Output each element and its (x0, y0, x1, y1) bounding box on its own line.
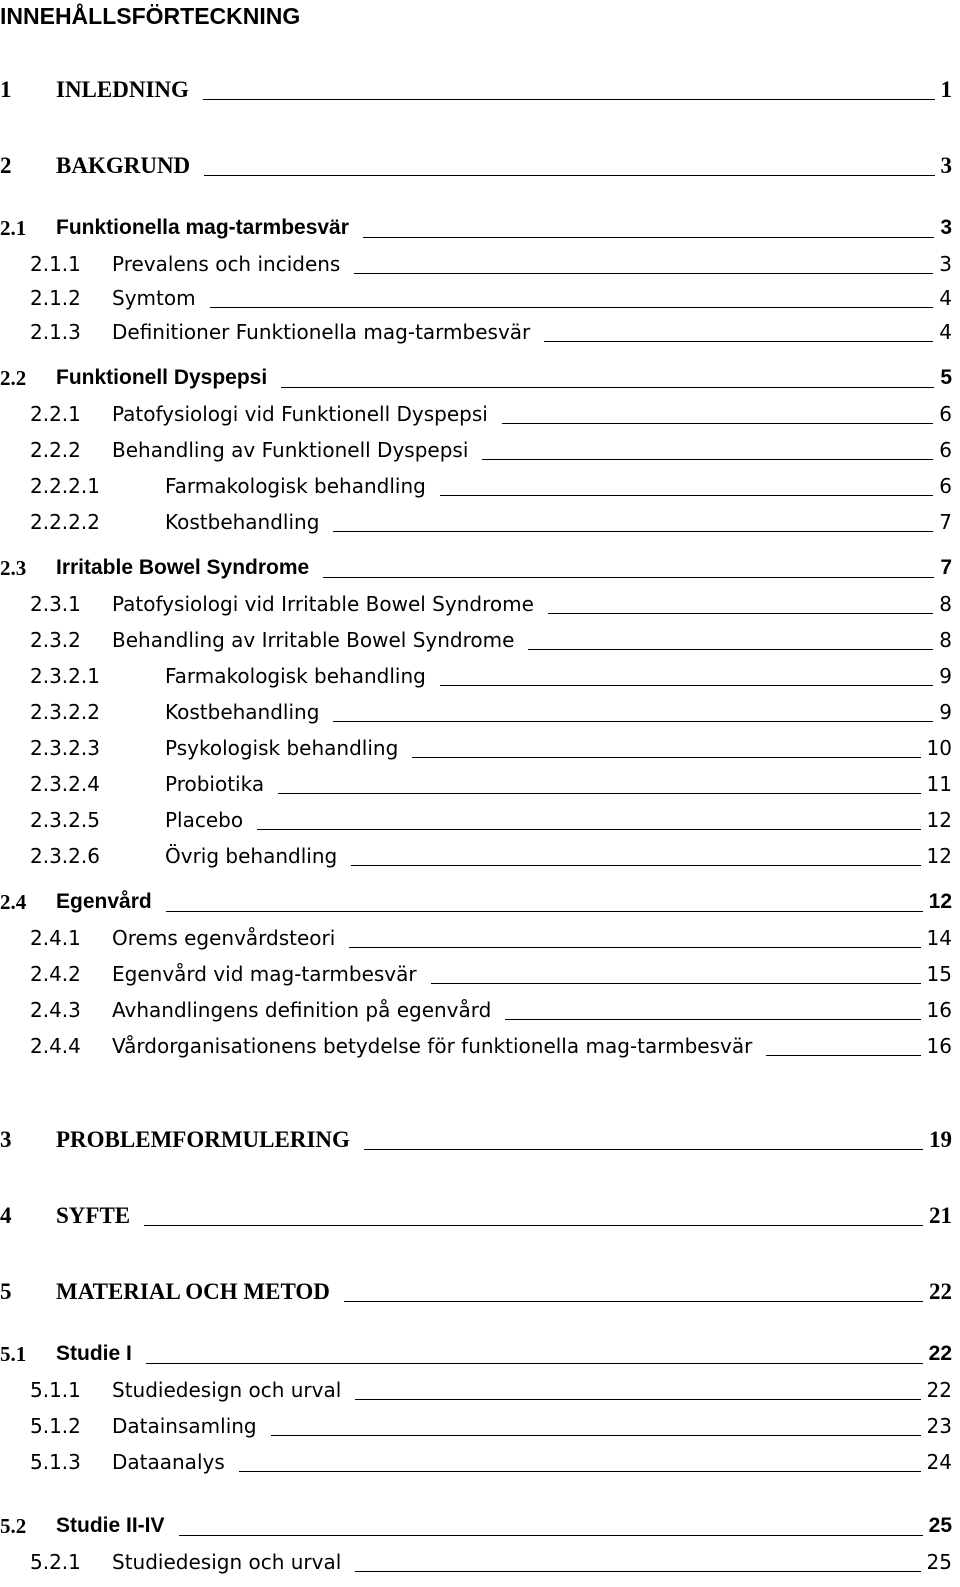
toc-entry[interactable] (0, 958, 952, 990)
toc-entry-number: 5 (0, 1279, 12, 1304)
toc-entry[interactable] (0, 148, 952, 184)
toc-entry-page: 12 (928, 890, 952, 913)
toc-entry-page: 16 (926, 1034, 952, 1058)
toc-entry-number: 2 (0, 153, 12, 178)
toc-entry-title: Irritable Bowel Syndrome (56, 556, 310, 579)
toc-entry-title: Psykologisk behandling (165, 736, 399, 760)
toc-entry-number: 2.3.2.6 (30, 844, 100, 868)
toc-leader-line (281, 387, 934, 388)
toc-entry-title: Funktionell Dyspepsi (56, 366, 268, 389)
toc-entry[interactable] (0, 282, 952, 314)
toc-leader-line (502, 423, 933, 424)
toc-entry[interactable] (0, 624, 952, 656)
toc-entry-number: 2.2.1 (30, 402, 81, 426)
toc-entry-page: 6 (939, 474, 952, 498)
toc-entry-number: 2.3.2.5 (30, 808, 100, 832)
toc-entry-title: Patofysiologi vid Irritable Bowel Syndrome (112, 592, 534, 616)
toc-entry-title: Farmakologisk behandling (165, 664, 426, 688)
toc-entry[interactable] (0, 768, 952, 800)
toc-entry-number: 1 (0, 77, 12, 102)
toc-leader-line (210, 307, 934, 308)
toc-entry-page: 21 (929, 1203, 952, 1228)
toc-entry-number: 5.1.3 (30, 1450, 81, 1474)
toc-entry-number: 5.2.1 (30, 1550, 81, 1574)
toc-entry-number: 2.4.2 (30, 962, 81, 986)
toc-leader-line (239, 1471, 921, 1472)
toc-entry[interactable] (0, 362, 952, 394)
toc-entry-title: SYFTE (56, 1203, 131, 1228)
toc-entry[interactable] (0, 398, 952, 430)
toc-entry[interactable] (0, 1338, 952, 1370)
toc-entry-page: 6 (939, 402, 952, 426)
toc-entry[interactable] (0, 1546, 952, 1578)
toc-entry-page: 9 (939, 700, 952, 724)
toc-entry-page: 4 (939, 286, 952, 310)
toc-entry-title: Behandling av Funktionell Dyspepsi (112, 438, 469, 462)
toc-entry[interactable] (0, 886, 952, 918)
toc-leader-line (166, 911, 923, 912)
toc-entry[interactable] (0, 588, 952, 620)
toc-entry-page: 9 (939, 664, 952, 688)
toc-entry-title: BAKGRUND (56, 153, 191, 178)
toc-entry[interactable] (0, 470, 952, 502)
toc-entry[interactable] (0, 696, 952, 728)
toc-entry-number: 2.3.2.2 (30, 700, 100, 724)
toc-entry-title: Studiedesign och urval (112, 1550, 342, 1574)
toc-entry-page: 5 (940, 366, 952, 389)
toc-entry-page: 12 (926, 844, 952, 868)
toc-entry-page: 12 (926, 808, 952, 832)
toc-entry-title: Övrig behandling (165, 844, 338, 868)
toc-entry-number: 2.4.4 (30, 1034, 81, 1058)
toc-leader-line (440, 685, 933, 686)
toc-entry-number: 2.3.2.3 (30, 736, 100, 760)
toc-entry-title: Studiedesign och urval (112, 1378, 342, 1402)
toc-entry-page: 16 (926, 998, 952, 1022)
toc-entry-number: 2.3.2.4 (30, 772, 100, 796)
toc-entry-page: 7 (939, 510, 952, 534)
toc-entry[interactable] (0, 660, 952, 692)
toc-leader-line (349, 947, 920, 948)
toc-leader-line (278, 793, 920, 794)
toc-leader-line (323, 577, 934, 578)
toc-entry-number: 2.1.3 (30, 320, 81, 344)
toc-entry-title: Studie II-IV (56, 1514, 165, 1537)
toc-entry-page: 8 (939, 628, 952, 652)
toc-entry[interactable] (0, 248, 952, 280)
toc-entry-page: 19 (929, 1127, 952, 1152)
toc-entry-title: Studie I (56, 1342, 132, 1365)
toc-leader-line (344, 1301, 923, 1302)
toc-entry-number: 2.2 (0, 366, 27, 390)
toc-leader-line (440, 495, 933, 496)
toc-entry[interactable] (0, 840, 952, 872)
toc-entry-title: Datainsamling (112, 1414, 257, 1438)
toc-entry[interactable] (0, 804, 952, 836)
toc-entry-title: Egenvård (56, 890, 152, 913)
toc-leader-line (544, 341, 933, 342)
toc-entry-page: 1 (940, 77, 952, 102)
toc-leader-line (412, 757, 920, 758)
toc-leader-line (505, 1019, 920, 1020)
toc-entry-title: Symtom (112, 286, 196, 310)
toc-entry[interactable] (0, 434, 952, 466)
toc-entry[interactable] (0, 922, 952, 954)
toc-leader-line (528, 649, 933, 650)
toc-leader-line (204, 175, 934, 176)
toc-entry-title: Kostbehandling (165, 510, 320, 534)
toc-entry[interactable] (0, 72, 952, 108)
toc-entry-number: 3 (0, 1127, 12, 1152)
toc-entry-title: Definitioner Funktionella mag-tarmbesvär (112, 320, 531, 344)
toc-leader-line (364, 1149, 923, 1150)
toc-entry[interactable] (0, 994, 952, 1026)
toc-leader-line (203, 99, 935, 100)
toc-entry-number: 2.4.1 (30, 926, 81, 950)
toc-entry-number: 2.2.2.2 (30, 510, 100, 534)
toc-leader-line (146, 1363, 923, 1364)
toc-leader-line (431, 983, 921, 984)
toc-entry-number: 2.1.1 (30, 252, 81, 276)
toc-entry[interactable] (0, 732, 952, 764)
toc-entry-number: 4 (0, 1203, 12, 1228)
toc-leader-line (363, 237, 934, 238)
toc-entry-title: Probiotika (165, 772, 265, 796)
toc-entry-page: 25 (926, 1550, 952, 1574)
toc-entry-page: 23 (926, 1414, 952, 1438)
toc-entry[interactable] (0, 552, 952, 584)
toc-entry[interactable] (0, 1198, 952, 1234)
toc-entry-page: 24 (926, 1450, 952, 1474)
toc-leader-line (257, 829, 920, 830)
toc-entry-title: Vårdorganisationens betydelse för funktionella mag-tarmbesvär (112, 1034, 753, 1058)
toc-entry-page: 14 (926, 926, 952, 950)
toc-entry[interactable] (0, 1274, 952, 1310)
toc-leader-line (355, 1571, 920, 1572)
toc-entry[interactable] (0, 1410, 952, 1442)
toc-entry[interactable] (0, 1122, 952, 1158)
toc-entry[interactable] (0, 506, 952, 538)
document-title: INNEHÅLLSFÖRTECKNING (0, 3, 301, 29)
toc-entry-page: 15 (926, 962, 952, 986)
toc-entry-page: 25 (928, 1514, 952, 1537)
toc-leader-line (333, 721, 933, 722)
toc-entry-number: 2.4 (0, 890, 27, 914)
toc-entry-page: 11 (926, 772, 952, 796)
toc-entry-page: 8 (939, 592, 952, 616)
toc-entry-number: 5.1 (0, 1342, 27, 1366)
toc-entry-title: Funktionella mag-tarmbesvär (56, 216, 349, 239)
toc-entry[interactable] (0, 1374, 952, 1406)
toc-entry-number: 2.3.2.1 (30, 664, 100, 688)
toc-entry-page: 4 (939, 320, 952, 344)
toc-entry-title: Farmakologisk behandling (165, 474, 426, 498)
toc-leader-line (354, 273, 933, 274)
toc-entry-title: INLEDNING (56, 77, 189, 102)
toc-entry-title: Kostbehandling (165, 700, 320, 724)
toc-entry-number: 5.2 (0, 1514, 27, 1538)
toc-entry-title: Prevalens och incidens (112, 252, 341, 276)
toc-entry-number: 2.3.1 (30, 592, 81, 616)
toc-entry-number: 2.1.2 (30, 286, 81, 310)
toc-entry[interactable] (0, 1446, 952, 1478)
toc-entry-title: Dataanalys (112, 1450, 225, 1474)
toc-entry-number: 5.1.2 (30, 1414, 81, 1438)
toc-entry-page: 3 (940, 216, 952, 239)
toc-entry-number: 5.1.1 (30, 1378, 81, 1402)
toc-leader-line (482, 459, 933, 460)
toc-entry[interactable] (0, 316, 952, 348)
toc-entry-page: 6 (939, 438, 952, 462)
toc-entry-page: 22 (926, 1378, 952, 1402)
toc-entry-title: Behandling av Irritable Bowel Syndrome (112, 628, 515, 652)
toc-leader-line (548, 613, 933, 614)
toc-leader-line (144, 1225, 923, 1226)
toc-entry-title: PROBLEMFORMULERING (56, 1127, 350, 1152)
toc-leader-line (333, 531, 933, 532)
toc-entry[interactable] (0, 1030, 952, 1062)
toc-entry-title: Placebo (165, 808, 244, 832)
toc-entry-number: 2.3 (0, 556, 27, 580)
toc-entry-number: 2.1 (0, 216, 27, 240)
toc-entry-page: 10 (926, 736, 952, 760)
toc-leader-line (271, 1435, 921, 1436)
toc-entry-page: 7 (940, 556, 952, 579)
toc-leader-line (351, 865, 920, 866)
toc-entry-title: Avhandlingens definition på egenvård (112, 998, 492, 1022)
toc-entry-title: Patofysiologi vid Funktionell Dyspepsi (112, 402, 488, 426)
toc-entry[interactable] (0, 1510, 952, 1542)
toc-entry-title: MATERIAL OCH METOD (56, 1279, 330, 1304)
toc-entry[interactable] (0, 212, 952, 244)
toc-leader-line (179, 1535, 923, 1536)
toc-entry-number: 2.2.2 (30, 438, 81, 462)
toc-leader-line (355, 1399, 920, 1400)
toc-entry-page: 22 (929, 1279, 952, 1304)
toc-entry-page: 3 (940, 153, 952, 178)
toc-entry-number: 2.2.2.1 (30, 474, 100, 498)
toc-entry-number: 2.3.2 (30, 628, 81, 652)
toc-leader-line (766, 1055, 920, 1056)
toc-entry-title: Orems egenvårdsteori (112, 926, 336, 950)
toc-entry-page: 22 (928, 1342, 952, 1365)
toc-entry-title: Egenvård vid mag-tarmbesvär (112, 962, 417, 986)
toc-entry-page: 3 (939, 252, 952, 276)
toc-entry-number: 2.4.3 (30, 998, 81, 1022)
